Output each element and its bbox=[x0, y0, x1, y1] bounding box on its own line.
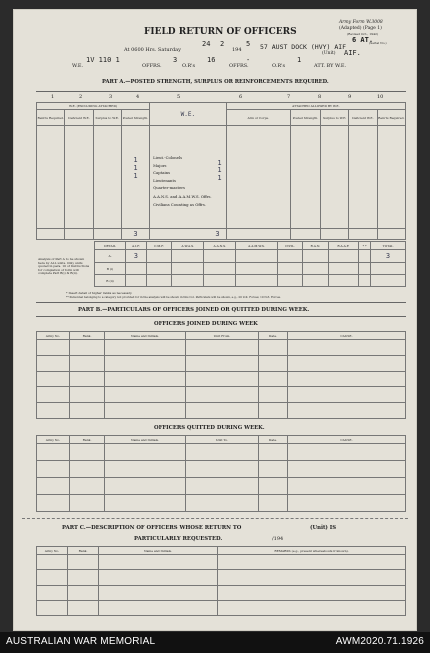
left-count-1: 1 bbox=[133, 156, 138, 164]
quitted-table: Army No. Rank. Name and Initials. Unit To. Date. CAUSE. bbox=[36, 435, 406, 512]
att-label: ATT. BY W.E. bbox=[314, 63, 347, 69]
unit-handwritten: 57 AUST DOCK (HVY) AIF bbox=[260, 43, 347, 51]
offrs2-value: - bbox=[246, 56, 251, 64]
year-suffix: 5 bbox=[246, 40, 251, 48]
quitted-title: OFFICERS QUITTED DURING WEEK. bbox=[154, 425, 265, 431]
edition-label: (Revised Oct., 1942) bbox=[347, 32, 379, 36]
part-c-year: /194 bbox=[272, 536, 284, 542]
perforation-line bbox=[22, 518, 408, 519]
analysis-note: Analysis of Part A to be shown here by ALL units. Only units quoted in para. 10 of Instructions for completion of form will complete Part B(i) & B(ii). bbox=[38, 257, 90, 276]
total-right: 3 bbox=[215, 230, 220, 238]
offrs2-label: OFFRS. bbox=[229, 63, 249, 69]
date-day: 24 bbox=[202, 40, 211, 48]
we-value: 1V 110 1 bbox=[86, 56, 120, 64]
part-c-table: Army No. Rank. Name and Initials. REMARKS (e.g., present whereabouts if known). bbox=[36, 546, 406, 616]
part-c-heading: PART C.—DESCRIPTION OF OFFICERS WHOSE RETURN TO bbox=[62, 525, 242, 531]
or2-label: O.R's bbox=[272, 63, 286, 69]
part-a-heading: PART A.—POSTED STRENGTH, SURPLUS OR REINFORCEMENTS REQUIRED. bbox=[102, 79, 329, 85]
detail-analysis-table: DETAIL A.I.F. C.M.F. A.W.A.S. A.A.N.S. A.A.M.W.S. CIVIL. R.A.N. R.A.A.F. * * TOTAL A. 3 3 B (i) B (ii) bbox=[94, 241, 406, 287]
serial-label: (Serial No.) bbox=[369, 41, 387, 45]
joined-table: Army No. Rank. Name and Initials. Unit From. Date. CAUSE. bbox=[36, 331, 406, 419]
part-c-unit: (Unit) IS bbox=[310, 525, 337, 531]
part-a-table: W.E. (EXCLUDING ATTACHED) W.E. ATTACHED ALLOWED BY W.E. Rein'ts Required. Deficient W.E. Surplus to W.E. Posted Strength. Arm or Corps. Posted Strength. Surplus to W.E. Deficient W.E. Rein'ts Required. 1 1 1 Lieut.-Colonels Majors 1 Captains 1 Lieutenants 1 Quarter-masters A.A.N.S. and A.A.M.W.S. Offrs. Civilians Counting as Offrs. 3 3 bbox=[37, 104, 405, 238]
or-value: 16 bbox=[207, 56, 216, 64]
archive-footer bbox=[0, 632, 430, 653]
form-title: FIELD RETURN OF OFFICERS bbox=[144, 27, 297, 37]
att-value: 1 bbox=[297, 56, 302, 64]
time-label: At 0600 Hrs. Saturday bbox=[124, 47, 181, 53]
army-form-label: Army Form W.3008 bbox=[339, 20, 383, 25]
footer-left: AUSTRALIAN WAR MEMORIAL bbox=[6, 636, 156, 647]
form-sheet: FIELD RETURN OF OFFICERS Army Form W.3008 (Adapted) (Page 1) (Revised Oct., 1942) 6 AT. (Serial No.) At 0600 Hrs. Saturday 24 2 194 5 57 AUST DOCK (HVY) AIF (Unit) AIF. W.E. 1V 110 1 OFFRS. 3 O.R's 16 - OFFRS. O.R's 1 ATT. BY W.E. PART A.—POSTED STRENGTH, SURPLUS OR REINFORCEMENTS REQUIRED. 1 2 3 4 5 6 7 8 9 10 W.E. (EXCLUDING ATTACHED) W.E. ATTACHED ALLOWED BY W.E. Rein'ts Required. Deficient W.E. Surplus to W.E. Posted Strength. Arm or Corps. Posted Strength. Surplus to W.E. Deficient W.E. Rein'ts Required. 1 1 1 Lieut.-Colonels Majors 1 Captains 1 Lieutenants 1 Quarter-masters A.A.N.S. and A.A.M.W.S. Offrs. Civilians Counting as Offrs. 3 3 Analysis of Part A to be shown here by ALL units. Only units quoted in para. 10 of Instructions for completion of form will complete Part B(i) & B(ii). DETAIL A.I.F. C.M.F. A.W.A.S. A.A.N.S. A.A.M.W.S. CIVIL. R.A.N. R.A.A.F. * * TOTAL A. 3 3 B (i) B (ii) * Insert detail of higher ranks as necessary. ** Personnel belonging to a category not provided for in the analysis will be shown in this Col. Particulars will be shown, e.g., 20 U.K. Forces; 10 N.Z. Forces. PART B.—PARTICULARS OF OFFICERS JOINED OR QUITTED DURING WEEK. OFFICERS JOINED DURING WEEK Army No. Rank. Name and Initials. Unit From. Date. CAUSE. OFFICERS QUITTED DURING WEEK. Army No. Rank. Name and Initials. Unit To. Date. CAUSE. PART C.—DESCRIPTION OF OFFICERS WHOSE RETURN TO (Unit) IS PARTICULARLY REQUESTED. /194 Army No. Rank. Name and Initials. REMARKS (e.g., present whereabouts if known). bbox=[14, 10, 416, 630]
footnote-1: * Insert detail of higher ranks as necessary. bbox=[66, 291, 133, 295]
adapted-label: (Adapted) (Page 1) bbox=[339, 26, 382, 31]
year-prefix: 194 bbox=[232, 47, 242, 53]
footer-right: AWM2020.71.1926 bbox=[335, 636, 424, 647]
rank-list: Lieut.-Colonels Majors 1 Captains 1 Lieutenants 1 Quarter-masters A.A.N.S. and A.A.M.W.S. Offrs. Civilians Counting as Offrs. bbox=[150, 126, 227, 229]
detail-stamp: W.E. bbox=[180, 110, 196, 118]
unit-label: (Unit) bbox=[322, 51, 336, 56]
offrs-label: OFFRS. bbox=[142, 63, 162, 69]
part-c-heading-2: PARTICULARLY REQUESTED. bbox=[134, 536, 223, 542]
unit-suffix: AIF. bbox=[344, 49, 361, 57]
offrs-value: 3 bbox=[173, 56, 178, 64]
serial-no-value: 6 AT. bbox=[352, 36, 374, 44]
footnote-2: ** Personnel belonging to a category not provided for in the analysis will be shown in this Col. Particulars will be shown, e.g., 20 U.K. Forces; 10 N.Z. Forces. bbox=[66, 295, 281, 299]
left-count-3: 1 bbox=[133, 172, 138, 180]
part-b-heading: PART B.—PARTICULARS OF OFFICERS JOINED OR QUITTED DURING WEEK. bbox=[78, 307, 310, 313]
we-label: W.E. bbox=[72, 63, 84, 69]
or-label: O.R's bbox=[182, 63, 196, 69]
joined-title: OFFICERS JOINED DURING WEEK bbox=[154, 321, 258, 327]
total-left: 3 bbox=[133, 230, 138, 238]
left-count-2: 1 bbox=[133, 164, 138, 172]
date-month: 2 bbox=[220, 40, 225, 48]
